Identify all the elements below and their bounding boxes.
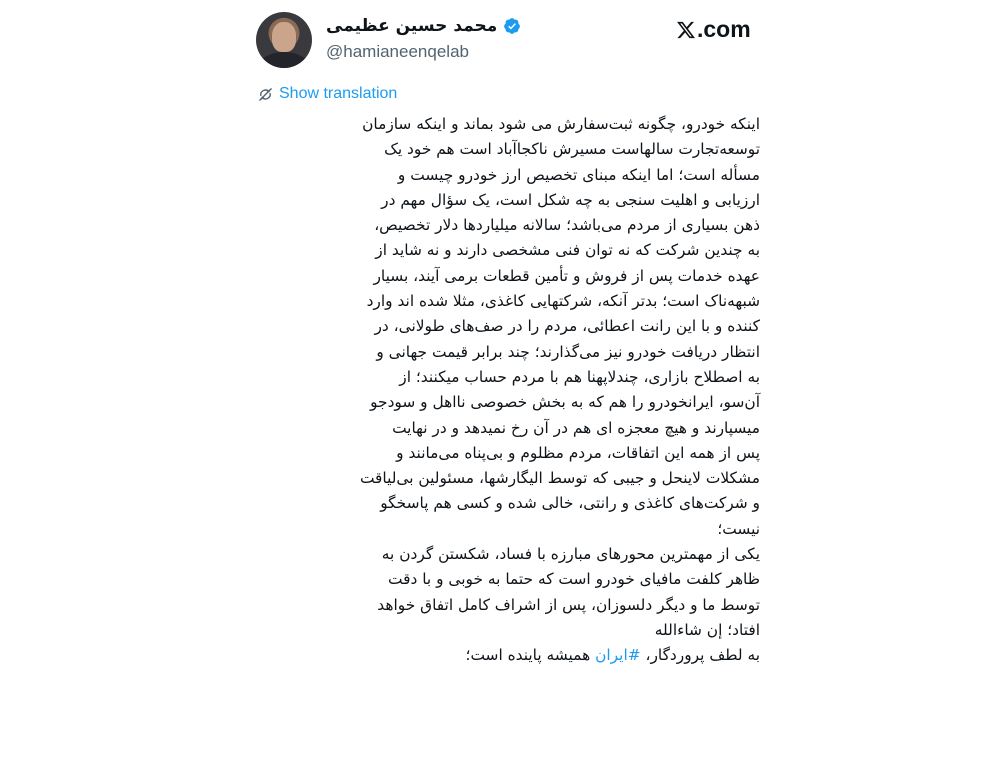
tweet-line: اینکه خودرو، چگونه ثبت‌سفارش می شود بماند و اینکه سازمان	[362, 115, 760, 133]
tweet-line: شبهه‌ناک است؛ بدتر آنکه، شرکتهایی کاغذی، مثلا شده اند وارد	[366, 292, 760, 311]
tweet-line: انتظار دریافت خودرو نیز می‌گذارند؛ چند برابر قیمت جهانی و	[376, 342, 760, 361]
tweet-text	[248, 112, 760, 669]
tweet-line: توسعه‌تجارت سالهاست مسیرش ناکجاآباد است هم خود یک	[384, 140, 760, 159]
tweet-line: ذهن بسیاری از مردم می‌باشد؛ سالانه میلیاردها دلار تخصیص،	[374, 216, 760, 235]
tweet-line: ارزیابی و اهلیت سنجی به چه شکل است، یک سؤال مهم در	[381, 190, 760, 209]
author-handle[interactable]: @hamianeenqelab	[326, 42, 469, 61]
tweet-line: به اصطلاح بازاری، چندلاپهنا هم با مردم حساب میکنند؛ از	[399, 367, 760, 386]
tweet-line: میسپارند و هیچ معجزه ای هم در آن رخ نمیدهد و در نهایت	[392, 418, 760, 437]
tweet-text-segment: به لطف پروردگار،	[640, 646, 760, 665]
tweet-line: مشکلات لاینحل و جیبی که توسط الیگارشها، مسئولین بی‌لیاقت	[359, 469, 760, 488]
author-display-name[interactable]: محمد حسین عظیمی	[326, 16, 498, 36]
tweet-line: افتاد؛ إن شاءالله	[654, 620, 760, 639]
avatar-face	[272, 22, 296, 52]
hashtag-link[interactable]: #ایران	[595, 646, 641, 665]
tweet-line: کننده و با این رانت اعطائی، مردم را در صف‌های طولانی، در	[374, 317, 760, 336]
tweet-line: و شرکت‌های کاغذی و رانتی، خالی شده و کسی هم پاسخگو	[380, 494, 760, 513]
tweet-line: پس از همه این اتفاقات، مردم مظلوم و بی‌پناه می‌مانند و	[396, 443, 760, 462]
x-logo-icon	[676, 20, 696, 40]
tweet-line: توسط ما و دیگر دلسوزان، پس از اشراف کامل اتفاق خواهد	[377, 595, 760, 614]
translate-icon	[258, 87, 273, 102]
show-translation-button[interactable]	[258, 85, 397, 103]
show-translation-label: Show translation	[279, 85, 398, 102]
tweet-line: آن‌سو، ایرانخودرو را هم که به بخش خصوصی نااهل و سودجو	[370, 393, 760, 412]
tweet-line: ظاهر کلفت مافیای خودرو است که حتما به خوبی و با دقت	[388, 570, 760, 589]
tweet-line: نیست؛	[717, 519, 760, 538]
tweet-card	[248, 0, 768, 762]
author-name-row	[326, 16, 521, 36]
site-domain: .com	[697, 16, 751, 42]
tweet-line: به چندین شرکت که نه توان فنی مشخصی دارند و نه شاید از	[375, 241, 760, 260]
avatar[interactable]	[256, 12, 312, 68]
tweet-line: مسأله است؛ اما اینکه مبنای تخصیص ارز خودرو چیست و	[397, 165, 760, 184]
tweet-line: عهده خدمات پس از فروش و تأمین قطعات برمی آیند، بسیار	[373, 266, 760, 285]
avatar-body	[260, 52, 308, 68]
tweet-text-segment: همیشه پاینده است؛	[465, 646, 596, 665]
tweet-line: یکی از مهمترین محورهای مبارزه با فساد، شکستن گردن به	[381, 545, 760, 564]
verified-badge-icon	[503, 17, 521, 35]
tweet-line-last	[248, 643, 760, 668]
site-brand	[676, 16, 751, 43]
